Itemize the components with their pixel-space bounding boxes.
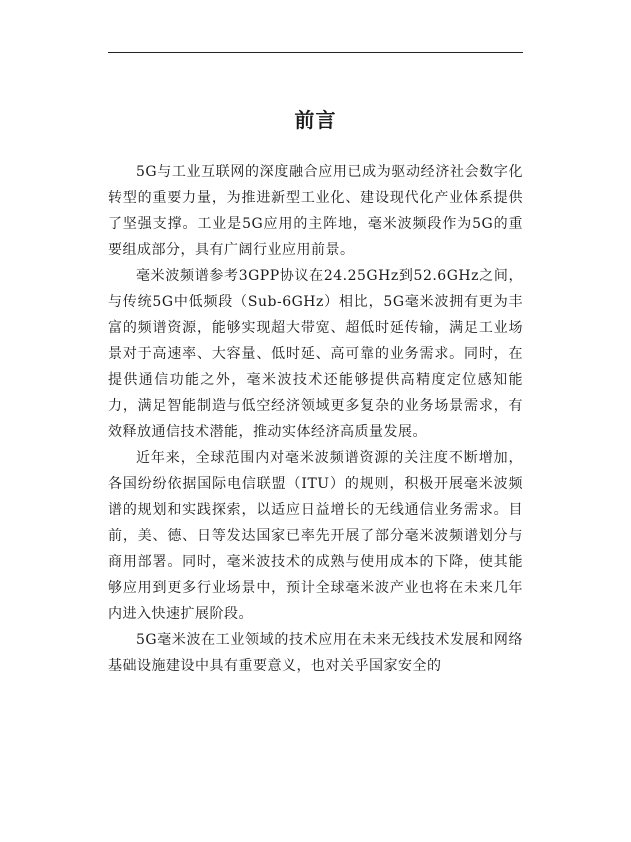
paragraph-2: 毫米波频谱参考3GPP协议在24.25GHz到52.6GHz之间，与传统5G中低频段（Sub-6GHz）相比，5G毫米波拥有更为丰富的频谱资源，能够实现超大带宽、超低时延传输，满足工业场景对于高速率、大容量、低时延、高可靠的业务需求。同时，在提供通信功能之外，毫米波技术还能够提供高精度定位感知能力，满足智能制造与低空经济领域更多复杂的业务场景需求，有效释放通信技术潜能，推动实体经济高质量发展。: [108, 268, 523, 440]
paragraph-3: 近年来，全球范围内对毫米波频谱资源的关注度不断增加，各国纷纷依据国际电信联盟（ITU）的规则，积极开展毫米波频谱的规划和实践探索，以适应日益增长的无线通信业务需求。目前，美、德、日等发达国家已率先开展了部分毫米波频谱划分与商用部署。同时，毫米波技术的成熟与使用成本的下降，使其能够应用到更多行业场景中，预计全球毫米波产业也将在未来几年内进入快速扩展阶段。: [108, 450, 523, 622]
document-body: [108, 159, 523, 679]
header-rule: [108, 52, 523, 53]
paragraph-4: 5G毫米波在工业领域的技术应用在未来无线技术发展和网络基础设施建设中具有重要意义，也对关乎国家安全的: [108, 632, 523, 674]
paragraph-1: 5G与工业互联网的深度融合应用已成为驱动经济社会数字化转型的重要力量，为推进新型工业化、建设现代化产业体系提供了坚强支撑。工业是5G应用的主阵地，毫米波频段作为5G的重要组成部分，具有广阔行业应用前景。: [108, 164, 523, 258]
page-title: 前言: [294, 108, 337, 132]
